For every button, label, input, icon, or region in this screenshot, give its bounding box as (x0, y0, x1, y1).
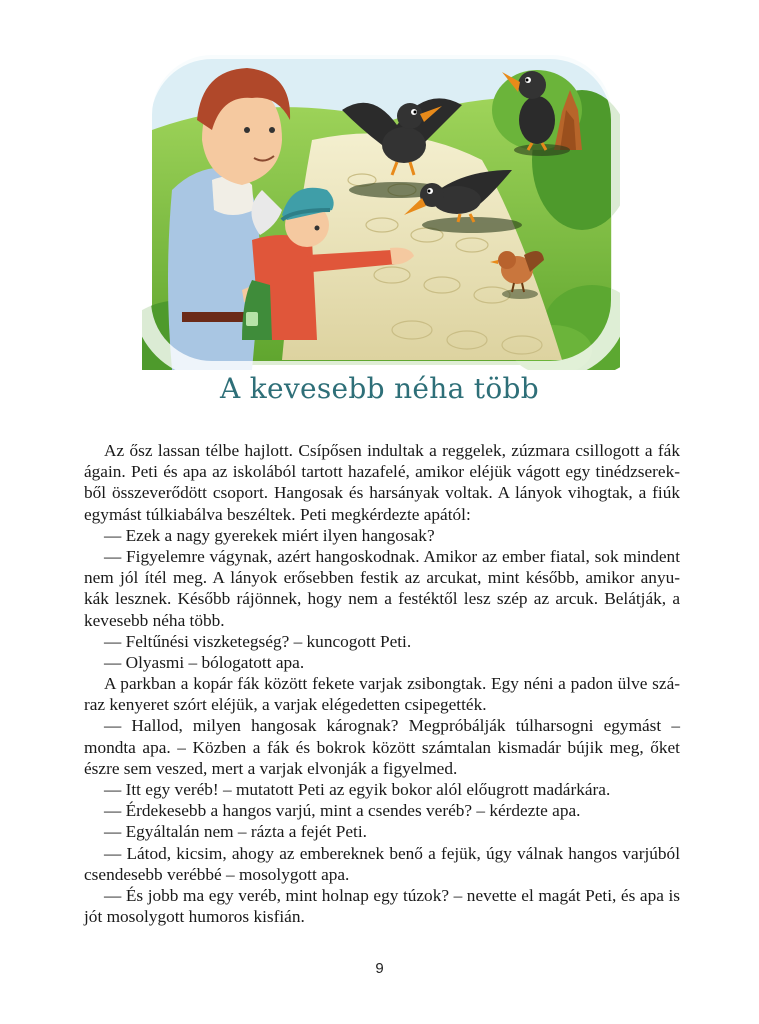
text-line: raz kenyeret szórt eléjük, a varjak elégedetten csipegették. (84, 695, 487, 715)
text-line: észre sem veszed, mert a varjak elvonják a figyelmed. (84, 758, 458, 778)
text-line: — Egyáltalán nem – rázta a fejét Peti. (104, 822, 367, 842)
text-line: nem jól ítél meg. A lányok erősebben festik az arcukat, mint később, amikor anyu- (84, 568, 680, 588)
story-body (84, 440, 680, 927)
text-line: — Itt egy veréb! – mutatott Peti az egyik bokor alól előugrott madárkára. (104, 780, 611, 799)
text-line: kák lesznek. Később rájönnek, hogy nem a festéktől lesz szép az arcuk. Belátják, a (84, 589, 680, 609)
text-line: ből összeverődött csoport. Hangosak és harsányak voltak. A lányok vihogtak, a fiúk (84, 483, 680, 503)
text-line: jót mosolygott humoros kisfián. (84, 907, 305, 927)
text-line: — Hallod, milyen hangosak kárognak? Megpróbálják túlharsogni egymást – (104, 716, 680, 736)
text-line: ágain. Peti és apa az iskolából tartott hazafelé, amikor eléjük vágott egy tinédzserek- (84, 462, 680, 482)
text-line: — És jobb ma egy veréb, mint holnap egy túzok? – nevette el magát Peti, és apa is (104, 885, 680, 905)
text-line: — Ezek a nagy gyerekek miért ilyen hangosak? (104, 525, 435, 545)
text-line: — Olyasmi – bólogatott apa. (104, 652, 305, 672)
story-title: A kevesebb néha több (220, 372, 539, 405)
text-line: mondta apa. – Közben a fák és bokrok között számtalan kismadár bújik meg, őket (84, 737, 680, 757)
page-number: 9 (375, 960, 384, 977)
text-line: — Látod, kicsim, ahogy az embereknek benő a fejük, úgy válnak hangos varjúból (104, 843, 680, 863)
text-line: A parkban a kopár fák között fekete varjak zsibongtak. Egy néni a padon ülve szá- (104, 674, 680, 694)
text-line: — Érdekesebb a hangos varjú, mint a csendes veréb? – kérdezte apa. (104, 801, 581, 821)
text-line: Az ősz lassan télbe hajlott. Csípősen indultak a reggelek, zúzmara csillogott a fák (104, 441, 680, 460)
text-line: kevesebb néha több. (84, 610, 225, 630)
story-illustration (142, 50, 620, 370)
text-line: — Figyelemre vágynak, azért hangoskodnak. Amikor az ember fiatal, sok mindent (104, 546, 680, 566)
text-line: csendesebb verébbé – mosolygott apa. (84, 864, 350, 884)
text-line: — Feltűnési viszketegség? – kuncogott Peti. (104, 631, 412, 651)
text-line: egymást túlkiabálva beszéltek. Peti megkérdezte apától: (84, 504, 471, 524)
